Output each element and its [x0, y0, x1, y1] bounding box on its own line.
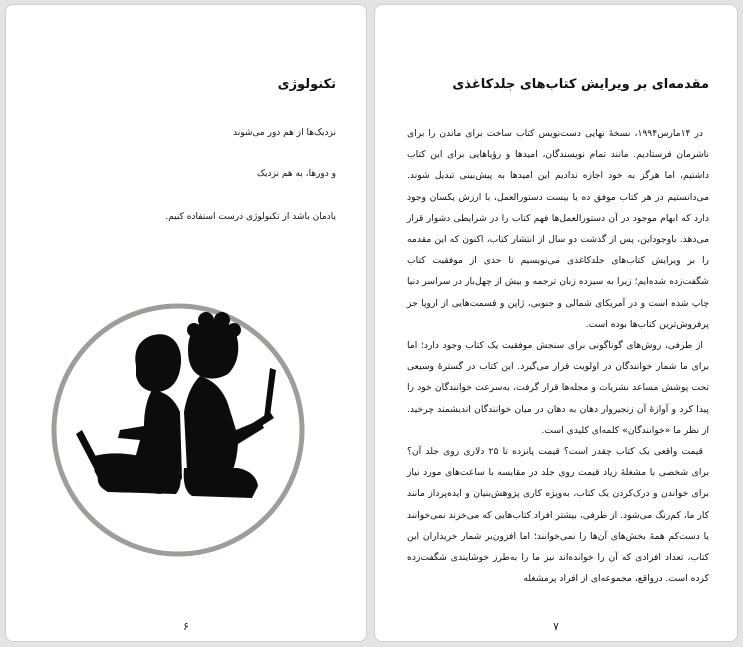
left-page[interactable] [5, 4, 367, 642]
paragraph-2: از طرفی، روش‌های گوناگونی برای سنجش موفقیت یک کتاب وجود دارد؛ اما برای ما شمار خوانندگان در اولویت قرار می‌گیرد. این کتاب در گسترهٔ وسیعی تحت پوشش مساعد نشریات و مجله‌ها قرار گرفت، به‌سرعت خوانندگان خود را پیدا کرد و آوازهٔ آن زنجیروار دهان به دهان در میان خوانندگان اندیشمند چرخید. از نظر ما «خوانندگان» کلمه‌ای کلیدی است. [407, 340, 709, 436]
text-line-3: یادمان باشد از تکنولوژی درست استفاده کنیم. [165, 212, 336, 222]
text-line-1: نزدیک‌ها از هم دور می‌شوند [233, 128, 336, 138]
page-number: ۶ [183, 620, 189, 633]
right-page[interactable] [374, 4, 738, 642]
body-text [407, 123, 709, 589]
paragraph-3: قیمت واقعی یک کتاب چقدر است؟ قیمت پانزده تا ۲۵ دلاری روی جلد آن؟ برای شخصی با مشغلهٔ زیاد قیمت روی جلد در مقایسه با ساعت‌های مورد نیاز برای خواندن و درک‌کردن یک کتاب، به‌ویژه کاری پژوهش‌بنیان و ایده‌پرداز مانند کار ما، کم‌رنگ می‌شود. از طرفی، بیشتر افراد کتاب‌هایی که می‌خرند نمی‌خوانند یا دست‌کم همهٔ بخش‌های آن‌ها را نمی‌خوانند؛ اما افزون‌بر شمار خریداران این کتاب، تعداد افرادی که آن را خوانده‌اند نیز ما را به‌طرز خوشایندی شگفت‌زده کرده است. درواقع، مجموعه‌ای از افراد پرمشغله [407, 446, 709, 585]
page-number: ۷ [553, 620, 559, 633]
text-line-2: و دورها، به هم نزدیک [257, 169, 336, 179]
page-title: مقدمه‌ای بر ویرایش کتاب‌های جلدکاغذی [452, 77, 709, 92]
children-with-laptops-illustration [48, 300, 308, 560]
paragraph-1: در ۱۴مارس۱۹۹۴، نسخهٔ نهایی دست‌نویس کتاب ساخت برای ماندن را برای ناشرمان فرستادیم. مانند تمام نویسندگان، امیدها و رؤیاهایی برای این کتاب داشتیم، اما هرگز به خود اجازه ندادیم این امیدها به پیش‌بینی تبدیل شوند. می‌دانستیم در هر کتاب موفق ده یا بیست دستورالعمل، با ارزش یکسان وجود دارد که ابهام موجود در آن دستورالعمل‌ها فهم کتاب را در شرایطی دشوار قرار می‌دهد. باوجوداین، پس از گذشت دو سال از انتشار کتاب، اکنون که این مقدمه را بر ویرایش کتاب‌های جلدکاغذی می‌نویسیم تا حدی از موفقیت کتاب شگفت‌زده شده‌ایم؛ زیرا به سیزده زبان ترجمه و بیش از چهل‌بار در سراسر دنیا چاپ شده است و در آمریکای شمالی و جنوبی، ژاپن و قسمت‌هایی از اروپا جز پرفروش‌ترین کتاب‌ها بوده است. [407, 128, 709, 330]
page-title: تکنولوژی [277, 77, 336, 92]
